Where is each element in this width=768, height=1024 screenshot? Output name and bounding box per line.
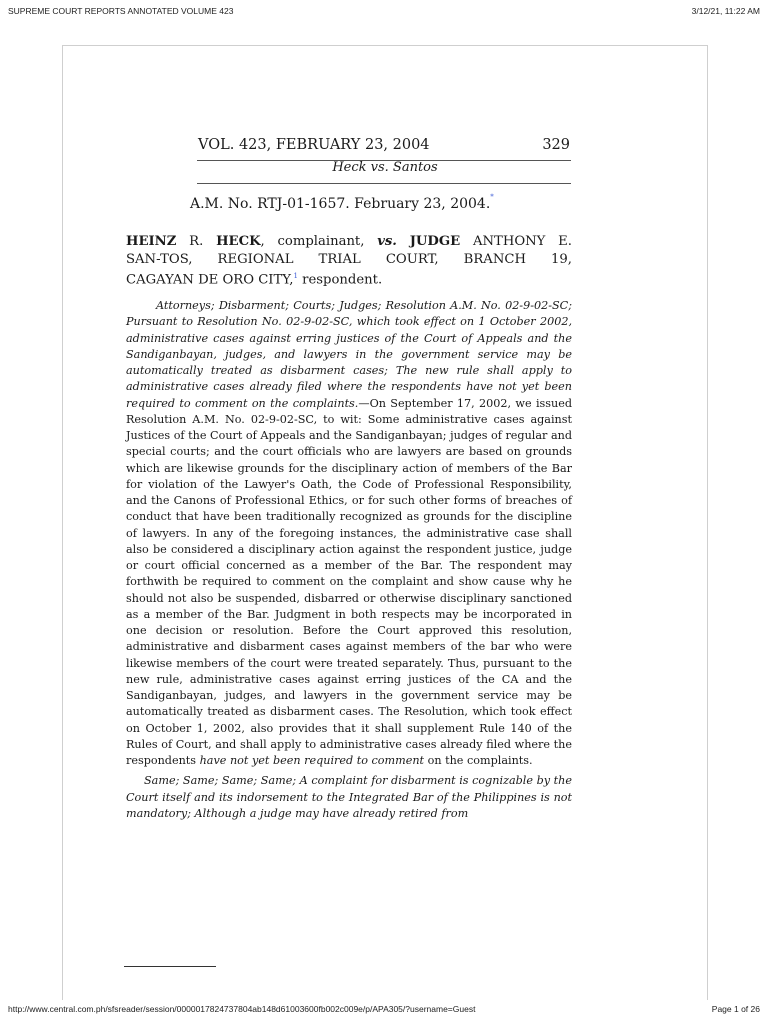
parties-line-2: SAN-TOS, REGIONAL TRIAL COURT, BRANCH 19, xyxy=(126,251,572,267)
parties-line-3 xyxy=(126,268,572,289)
running-case-title: Heck vs. Santos xyxy=(332,160,438,175)
syllabus-text: —On September 17, 2002, we issued Resolution A.M. No. 02-9-02-SC, to wit: Some administrative cases against Justices of the Court of Appeals and the Sandiganbayan; judges of regular and special courts; and the court officials who are lawyers are based on grounds which are likewise grounds for the disciplinary action of members of the Bar for violation of the Lawyer's Oath, the Code of Professional Responsibility, and the Canons of Professional Ethics, or for such other forms of breaches of conduct that have been traditionally recognized as grounds for the discipline of lawyers. In any of the foregoing instances, the administrative case shall also be considered a disciplinary action against the respondent justice, judge or court official concerned as a member of the Bar. The respondent may forthwith be required to comment on the complaint and show cause why he should not also be suspended, disbarred or otherwise disciplinary sanctioned as a member of the Bar. Judgment in both respects may be incorporated in one decision or resolution. Before the Court approved this resolution, administrative and disbarment cases against members of the bar who were likewise members of the court were treated separately. Thus, pursuant to the new rule, administrative cases against erring justices of the CA and the Sandiganbayan, judges, and lawyers in the government service may be automatically treated as disbarment cases. The Resolution, which took effect on October 1, 2002, also provides that it shall supplement Rule 140 of the Rules of Court, and shall apply to administrative cases already filed where the respondents xyxy=(126,396,572,767)
syllabus-emphasis: have not yet been required to comment xyxy=(199,754,425,767)
case-number-text: A.M. No. RTJ-01-1657. February 23, 2004. xyxy=(190,196,491,212)
syllabus-keywords: Same; Same; Same; Same; A complaint for disbarment is cognizable by the Court itself and its indorsement to the Integrated Bar of the Philippines is not mandatory; Although a judge may have already retired from xyxy=(126,774,572,820)
parties-text: respondent. xyxy=(297,272,383,288)
complainant-first-name: HEINZ xyxy=(126,234,177,249)
parties-line-1 xyxy=(126,233,572,251)
syllabus-paragraph xyxy=(126,298,572,769)
versus-label: vs. xyxy=(377,234,397,249)
respondent-title: JUDGE xyxy=(409,234,461,249)
footnote-link-1[interactable]: 1 xyxy=(293,272,298,280)
complainant-surname: HECK xyxy=(216,234,261,249)
page-number: 329 xyxy=(542,137,570,153)
parties-text xyxy=(397,234,410,249)
page-count: Page 1 of 26 xyxy=(711,1004,760,1014)
parties-text: R. xyxy=(176,234,217,249)
parties-text: CAGAYAN DE ORO CITY, xyxy=(126,272,294,288)
syllabus-keywords: Attorneys; Disbarment; Courts; Judges; Resolution A.M. No. 02-9-02-SC; Pursuant to Resolution No. 02-9-02-SC, which took effect on 1 October 2002, administrative cases against erring justices of the Court of Appeals and the Sandiganbayan, judges, and lawyers in the government service may be automatically treated as disbarment cases; The new rule shall apply to administrative cases already filed where the respondents have not yet been required to comment on the complaints. xyxy=(126,299,572,410)
print-header xyxy=(0,6,768,20)
syllabus-text: on the complaints. xyxy=(424,754,533,767)
parties-text: ANTHONY E. xyxy=(460,234,572,249)
print-footer xyxy=(0,1004,768,1018)
running-head xyxy=(198,137,572,159)
page-url: http://www.central.com.ph/sfsreader/session/0000017824737804ab148d61003600fb002c009e/p/APA305/?username=Guest xyxy=(8,1004,476,1014)
syllabus-paragraph xyxy=(126,773,572,822)
volume-date: VOL. 423, FEBRUARY 23, 2004 xyxy=(198,137,430,153)
header-rule-bottom xyxy=(197,183,571,184)
document-title: SUPREME COURT REPORTS ANNOTATED VOLUME 423 xyxy=(8,6,234,16)
parties-text: , complainant, xyxy=(260,234,378,249)
footnote-link-star[interactable]: * xyxy=(490,193,494,201)
syllabus xyxy=(126,298,572,822)
parties-block xyxy=(126,233,572,289)
footnote-divider xyxy=(124,966,216,967)
case-number xyxy=(190,193,494,212)
print-datetime: 3/12/21, 11:22 AM xyxy=(691,6,760,16)
